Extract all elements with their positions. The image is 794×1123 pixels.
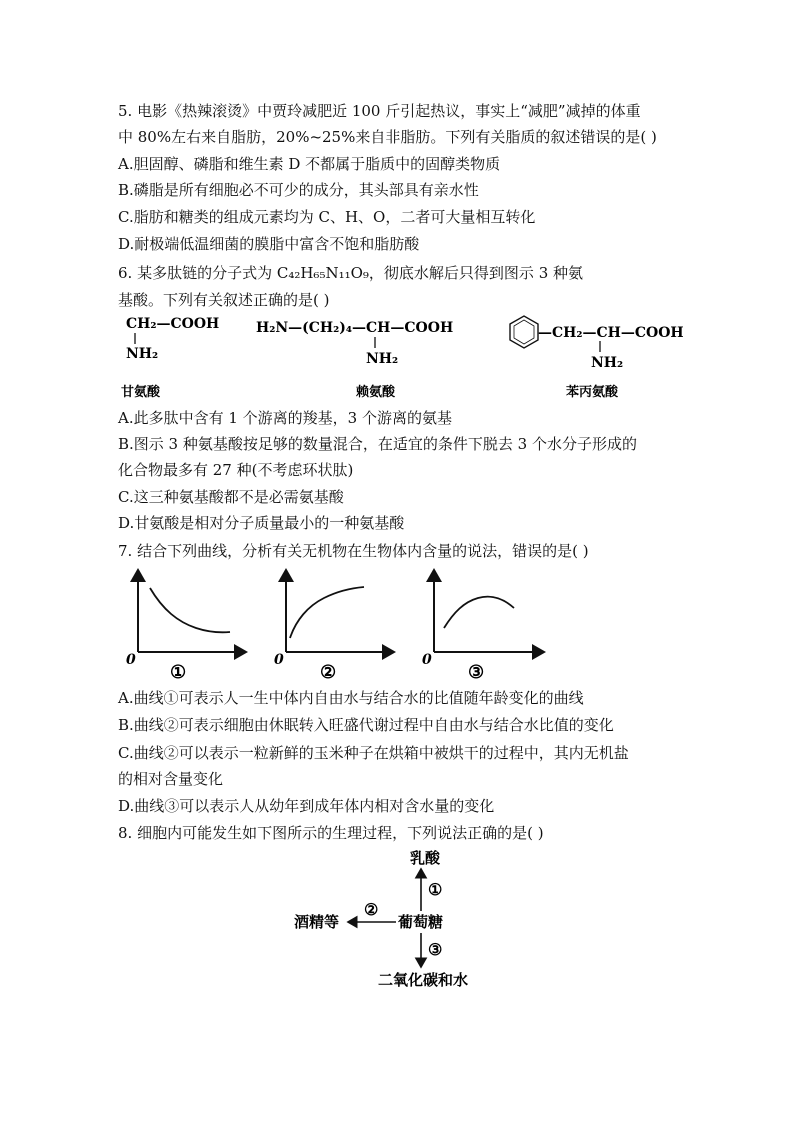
lysine-name: 赖氨酸 (356, 385, 396, 400)
curve-2 (290, 587, 364, 638)
q7-option-b: B.曲线②可表示细胞由休眠转入旺盛代谢过程中自由水与结合水比值的变化 (118, 716, 614, 734)
graph-3-label: ③ (468, 662, 485, 683)
phe-nh2: NH₂ (591, 355, 624, 371)
q5-stem-line1: 5. 电影《热辣滚烫》中贾玲减肥近 100 斤引起热议，事实上“减肥”减掉的体重 (118, 102, 641, 120)
q6-option-a: A.此多肽中含有 1 个游离的羧基，3 个游离的氨基 (118, 409, 452, 427)
graph-2-origin: 0 (274, 652, 284, 668)
phe-formula: —CH₂—CH—COOH (538, 325, 684, 341)
graph-3-origin: 0 (422, 652, 432, 668)
q5-option-a: A.胆固醇、磷脂和维生素 D 不都属于脂质中的固醇类物质 (118, 155, 501, 173)
q6-stem-line1: 6. 某多肽链的分子式为 C₄₂H₆₅N₁₁O₉，彻底水解后只得到图示 3 种氨 (118, 264, 584, 282)
glycine-formula: CH₂—COOH (126, 316, 220, 332)
glycine-name: 甘氨酸 (121, 385, 161, 400)
curve-3 (444, 597, 514, 628)
lysine-formula: H₂N—(CH₂)₄—CH—COOH (256, 320, 454, 336)
diagram-path-2-label: ② (364, 900, 379, 919)
q7-stem: 7. 结合下列曲线，分析有关无机物在生物体内含量的说法，错误的是( ) (118, 542, 589, 560)
q8-process-diagram (280, 843, 520, 991)
phe-name: 苯丙氨酸 (566, 385, 619, 400)
lysine-nh2: NH₂ (366, 351, 399, 367)
q7-option-c: C.曲线②可以表示一粒新鲜的玉米种子在烘箱中被烘干的过程中，其内无机盐 (118, 744, 629, 762)
graph-1-label: ① (170, 662, 187, 683)
q6-option-d: D.甘氨酸是相对分子质量最小的一种氨基酸 (118, 514, 405, 532)
q8-stem: 8. 细胞内可能发生如下图所示的生理过程，下列说法正确的是( ) (118, 824, 544, 842)
q6-stem-line2: 基酸。下列有关叙述正确的是( ) (118, 291, 330, 309)
benzene-inner (514, 320, 534, 344)
graph-3 (422, 570, 544, 683)
q7-option-a: A.曲线①可表示人一生中体内自由水与结合水的比值随年龄变化的曲线 (118, 689, 584, 707)
diagram-top-lactic-acid: 乳酸 (410, 849, 441, 867)
curve-1 (150, 588, 230, 632)
q7-curves (118, 566, 678, 684)
glycine-nh2: NH₂ (126, 346, 159, 362)
q7-option-c-cont: 的相对含量变化 (118, 770, 224, 788)
diagram-bottom-co2-water: 二氧化碳和水 (378, 971, 469, 989)
graph-2 (274, 570, 394, 683)
q6-option-c: C.这三种氨基酸都不是必需氨基酸 (118, 488, 344, 506)
q7-option-d: D.曲线③可以表示人从幼年到成年体内相对含水量的变化 (118, 797, 495, 815)
diagram-path-3-label: ③ (428, 940, 443, 959)
graph-1-origin: 0 (126, 652, 136, 668)
graph-1 (126, 570, 246, 683)
q5-option-b: B.磷脂是所有细胞必不可少的成分，其头部具有亲水性 (118, 181, 479, 199)
q5-option-c: C.脂肪和糖类的组成元素均为 C、H、O，二者可大量相互转化 (118, 208, 536, 226)
q5-stem-line2: 中 80%左右来自脂肪，20%~25%来自非脂肪。下列有关脂质的叙述错误的是( ) (118, 128, 657, 146)
diagram-path-1-label: ① (428, 880, 443, 899)
amino-acid-structures (118, 308, 698, 404)
diagram-center-glucose: 葡萄糖 (398, 913, 444, 931)
q6-option-b: B.图示 3 种氨基酸按足够的数量混合，在适宜的条件下脱去 3 个水分子形成的 (118, 435, 637, 453)
graph-2-label: ② (320, 662, 337, 683)
diagram-left-ethanol: 酒精等 (294, 913, 340, 931)
q6-option-b-cont: 化合物最多有 27 种(不考虑环状肽) (118, 461, 354, 479)
q5-option-d: D.耐极端低温细菌的膜脂中富含不饱和脂肪酸 (118, 235, 420, 253)
